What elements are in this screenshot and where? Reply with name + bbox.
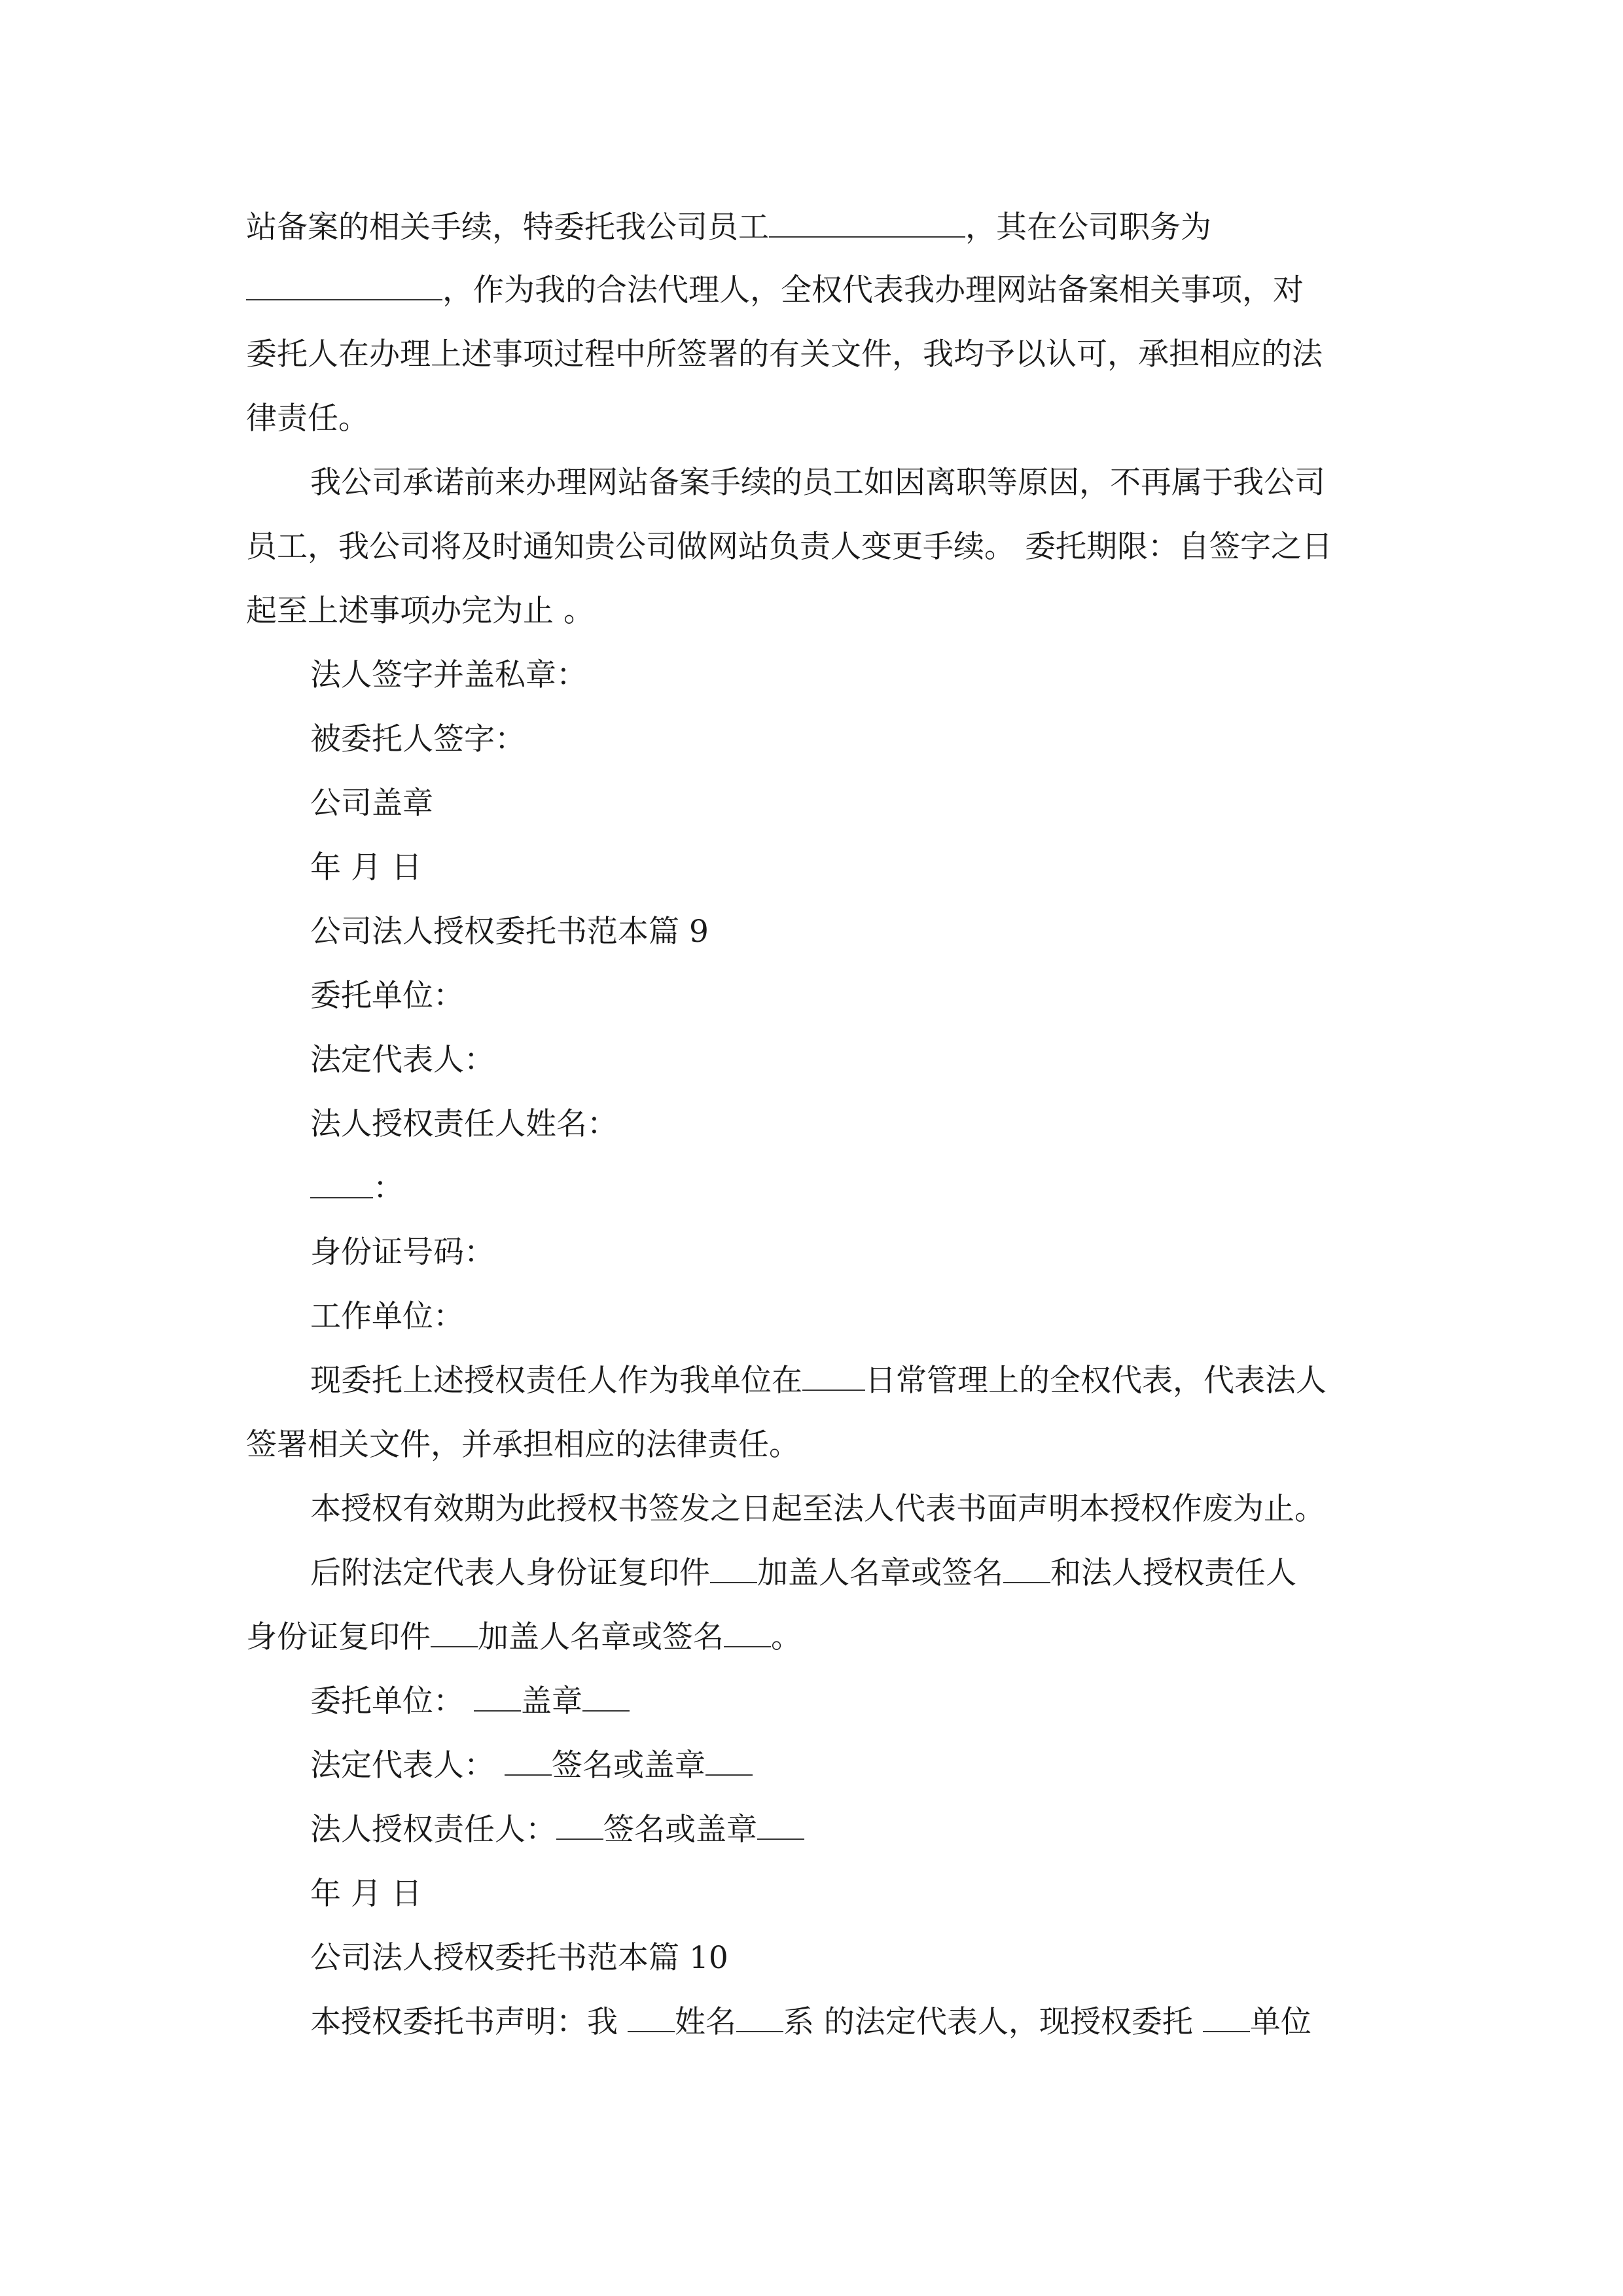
form-label: 法定代表人： — [310, 1042, 495, 1078]
text-segment: ，作为我的合法代理人，全权代表我办理网站备案相关事项，对 — [442, 272, 1304, 308]
text-segment: 站备案的相关手续，特委托我公司员工 — [246, 209, 769, 245]
paragraph-line: 委托人在办理上述事项过程中所签署的有关文件，我均予以认可，承担相应的法 — [246, 336, 1323, 372]
paragraph-line — [246, 209, 1378, 246]
form-label: 工作单位： — [310, 1299, 464, 1335]
paragraph-line — [246, 272, 1378, 309]
signature-label: 被委托人签字： — [310, 721, 526, 757]
text-segment: 加盖人名章或签名 — [757, 1555, 1003, 1591]
text-segment: 。 — [771, 1619, 802, 1655]
text-segment: 签名或盖章 — [603, 1812, 757, 1848]
paragraph-line: 员工，我公司将及时通知贵公司做网站负责人变更手续。 委托期限：自签字之日 — [246, 529, 1332, 565]
paragraph-line — [310, 2004, 1378, 2041]
text-segment: 和法人授权责任人 — [1050, 1555, 1296, 1591]
form-label: 委托单位： — [310, 978, 464, 1014]
text-segment: 法定代表人： — [310, 1748, 505, 1784]
text-segment: ： — [373, 1170, 404, 1206]
text-segment: 后附法定代表人身份证复印件 — [310, 1555, 710, 1591]
date-line: 年 月 日 — [310, 1876, 422, 1912]
fill-blank — [736, 2005, 783, 2032]
text-segment: 盖章 — [520, 1683, 582, 1719]
fill-blank — [724, 1620, 771, 1647]
paragraph-line — [246, 1619, 1378, 1656]
fill-blank — [246, 273, 442, 300]
fill-blank — [1203, 2005, 1250, 2032]
text-segment: 签名或盖章 — [551, 1748, 705, 1784]
text-segment: 委托单位： — [310, 1683, 474, 1719]
signature-label — [310, 1683, 1378, 1720]
fill-blank — [628, 2005, 675, 2032]
fill-blank — [769, 210, 965, 238]
text-segment: 身份证复印件 — [246, 1619, 431, 1655]
text-segment: 法人授权责任人： — [310, 1812, 556, 1848]
section-title: 公司法人授权委托书范本篇 9 — [310, 914, 709, 950]
text-segment: 现委托上述授权责任人作为我单位在 — [310, 1363, 802, 1399]
fill-blank — [505, 1748, 552, 1776]
paragraph-line — [310, 1555, 1378, 1592]
fill-blank — [582, 1684, 630, 1712]
fill-blank — [556, 1812, 603, 1840]
fill-blank — [431, 1620, 478, 1647]
form-label: 法人授权责任人姓名： — [310, 1106, 618, 1142]
fill-blank — [474, 1684, 521, 1712]
text-segment: 加盖人名章或签名 — [478, 1619, 724, 1655]
paragraph-line: 签署相关文件，并承担相应的法律责任。 — [246, 1427, 800, 1463]
text-segment: 姓名 — [674, 2004, 736, 2040]
form-label — [310, 1170, 1378, 1207]
text-segment: 本授权委托书声明：我 — [310, 2004, 628, 2040]
text-segment: ，其在公司职务为 — [965, 209, 1211, 245]
signature-label — [310, 1748, 1378, 1784]
fill-blank — [1003, 1556, 1050, 1583]
signature-label — [310, 1812, 1378, 1848]
fill-blank — [310, 1171, 373, 1198]
paragraph-line: 律责任。 — [246, 401, 369, 437]
fill-blank — [757, 1812, 804, 1840]
date-line: 年 月 日 — [310, 850, 422, 886]
section-title: 公司法人授权委托书范本篇 10 — [310, 1940, 728, 1976]
paragraph-line — [310, 1363, 1378, 1399]
text-segment: 系 的法定代表人，现授权委托 — [783, 2004, 1203, 2040]
text-segment: 日常管理上的全权代表，代表法人 — [865, 1363, 1327, 1399]
fill-blank — [710, 1556, 757, 1583]
signature-label: 公司盖章 — [310, 785, 433, 821]
signature-label: 法人签字并盖私章： — [310, 657, 587, 693]
paragraph-line: 起至上述事项办完为止 。 — [246, 593, 594, 629]
paragraph-line: 我公司承诺前来办理网站备案手续的员工如因离职等原因，不再属于我公司 — [310, 465, 1325, 501]
text-segment: 单位 — [1249, 2004, 1311, 2040]
paragraph-line: 本授权有效期为此授权书签发之日起至法人代表书面声明本授权作废为止。 — [310, 1491, 1325, 1527]
fill-blank — [802, 1363, 865, 1391]
form-label: 身份证号码： — [310, 1234, 495, 1270]
fill-blank — [705, 1748, 753, 1776]
